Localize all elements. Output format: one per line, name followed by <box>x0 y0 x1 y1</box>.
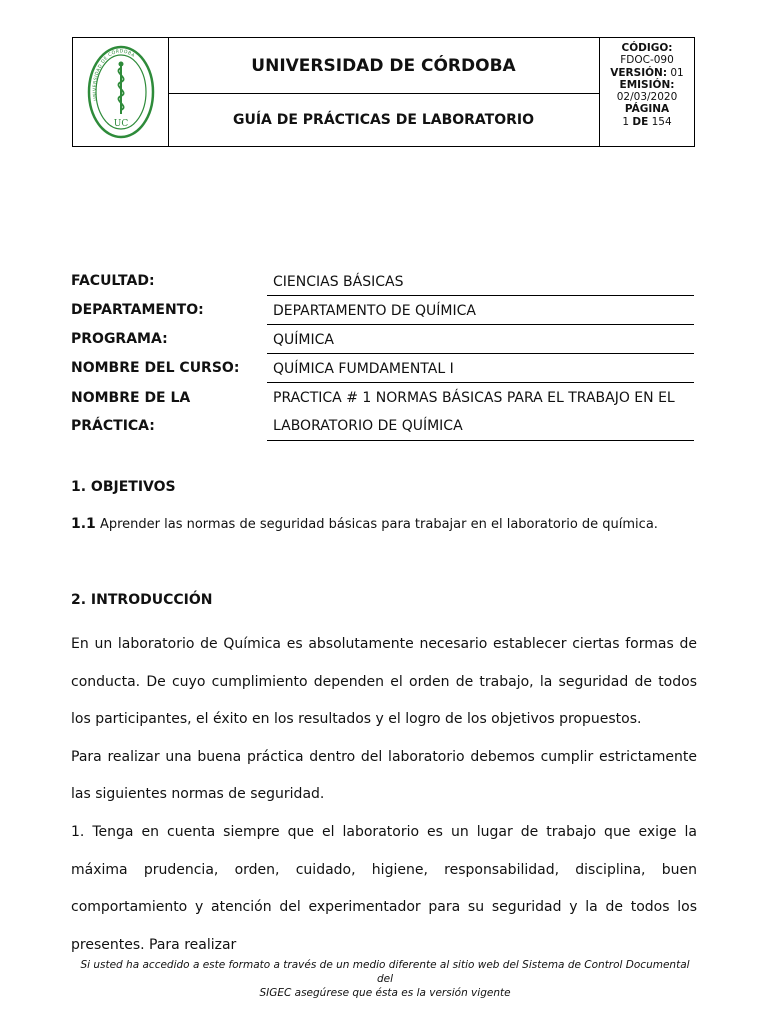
introduccion-heading: 2. INTRODUCCIÓN <box>71 592 213 608</box>
codigo-label: CÓDIGO: <box>621 42 673 54</box>
curso-label: NOMBRE DEL CURSO: <box>71 360 240 376</box>
version-value: 01 <box>670 66 684 79</box>
course-info <box>71 268 696 441</box>
paragraph: Para realizar una buena práctica dentro del laboratorio debemos cumplir estrictamente las siguientes normas de seguridad. <box>71 748 697 803</box>
paragraph: En un laboratorio de Química es absolutamente necesario establecer ciertas formas de conducta. De cuyo cumplimiento dependen el orden de trabajo, la seguridad de todos los participantes, el éxito en los resultados y el logro de los objetivos propuestos. <box>71 636 697 728</box>
university-seal-logo <box>86 44 156 140</box>
objective-text: Aprender las normas de seguridad básicas para trabajar en el laboratorio de química. <box>95 517 658 532</box>
page-number: 1 DE 154 <box>622 115 672 128</box>
programa-value: QUÍMICA <box>267 326 694 354</box>
objetivos-heading: 1. OBJETIVOS <box>71 479 176 495</box>
objective-number: 1.1 <box>71 516 96 532</box>
title-cell <box>168 38 600 146</box>
document-metadata <box>599 38 695 146</box>
practica-row <box>71 384 696 441</box>
footer-line: Si usted ha accedido a este formato a través de un medio diferente al sitio web del Sistema de Control Documental del <box>80 959 690 985</box>
curso-value: QUÍMICA FUMDAMENTAL I <box>267 355 694 383</box>
svg-text:UC: UC <box>113 119 128 129</box>
page-footer <box>80 958 690 1000</box>
university-name: UNIVERSIDAD DE CÓRDOBA <box>168 38 599 94</box>
curso-row <box>71 355 696 384</box>
facultad-value: CIENCIAS BÁSICAS <box>267 268 694 296</box>
practica-label: NOMBRE DE LA PRÁCTICA: <box>71 390 191 434</box>
practica-value: PRACTICA # 1 NORMAS BÁSICAS PARA EL TRABAJO EN EL LABORATORIO DE QUÍMICA <box>267 384 694 441</box>
emision-value: 02/03/2020 <box>616 91 678 104</box>
pagina-label: PÁGINA <box>624 103 670 116</box>
introduccion-body <box>71 626 697 964</box>
footer-line: SIGEC asegúrese que ésta es la versión vigente <box>259 987 511 999</box>
logo-cell <box>73 38 169 146</box>
departamento-value: DEPARTAMENTO DE QUÍMICA <box>267 297 694 325</box>
departamento-label: DEPARTAMENTO: <box>71 302 204 318</box>
programa-label: PROGRAMA: <box>71 331 168 347</box>
document-title: GUÍA DE PRÁCTICAS DE LABORATORIO <box>232 112 535 128</box>
objective-item <box>71 516 658 532</box>
document-header <box>72 37 695 147</box>
codigo-value: FDOC-090 <box>620 54 674 67</box>
departamento-row <box>71 297 696 326</box>
version-label: VERSIÓN: <box>610 66 668 79</box>
facultad-label: FACULTAD: <box>71 273 155 289</box>
svg-text:UNIVERSIDAD DE CÓRDOBA: UNIVERSIDAD DE CÓRDOBA <box>92 49 135 101</box>
paragraph: 1. Tenga en cuenta siempre que el laboratorio es un lugar de trabajo que exige la máxima prudencia, orden, cuidado, higiene, responsabilidad, disciplina, buen comportamiento y atención del experimentador para su seguridad y la de todos los presentes. Para realizar <box>71 823 697 953</box>
emision-label: EMISIÓN: <box>619 78 675 91</box>
programa-row <box>71 326 696 355</box>
facultad-row <box>71 268 696 297</box>
